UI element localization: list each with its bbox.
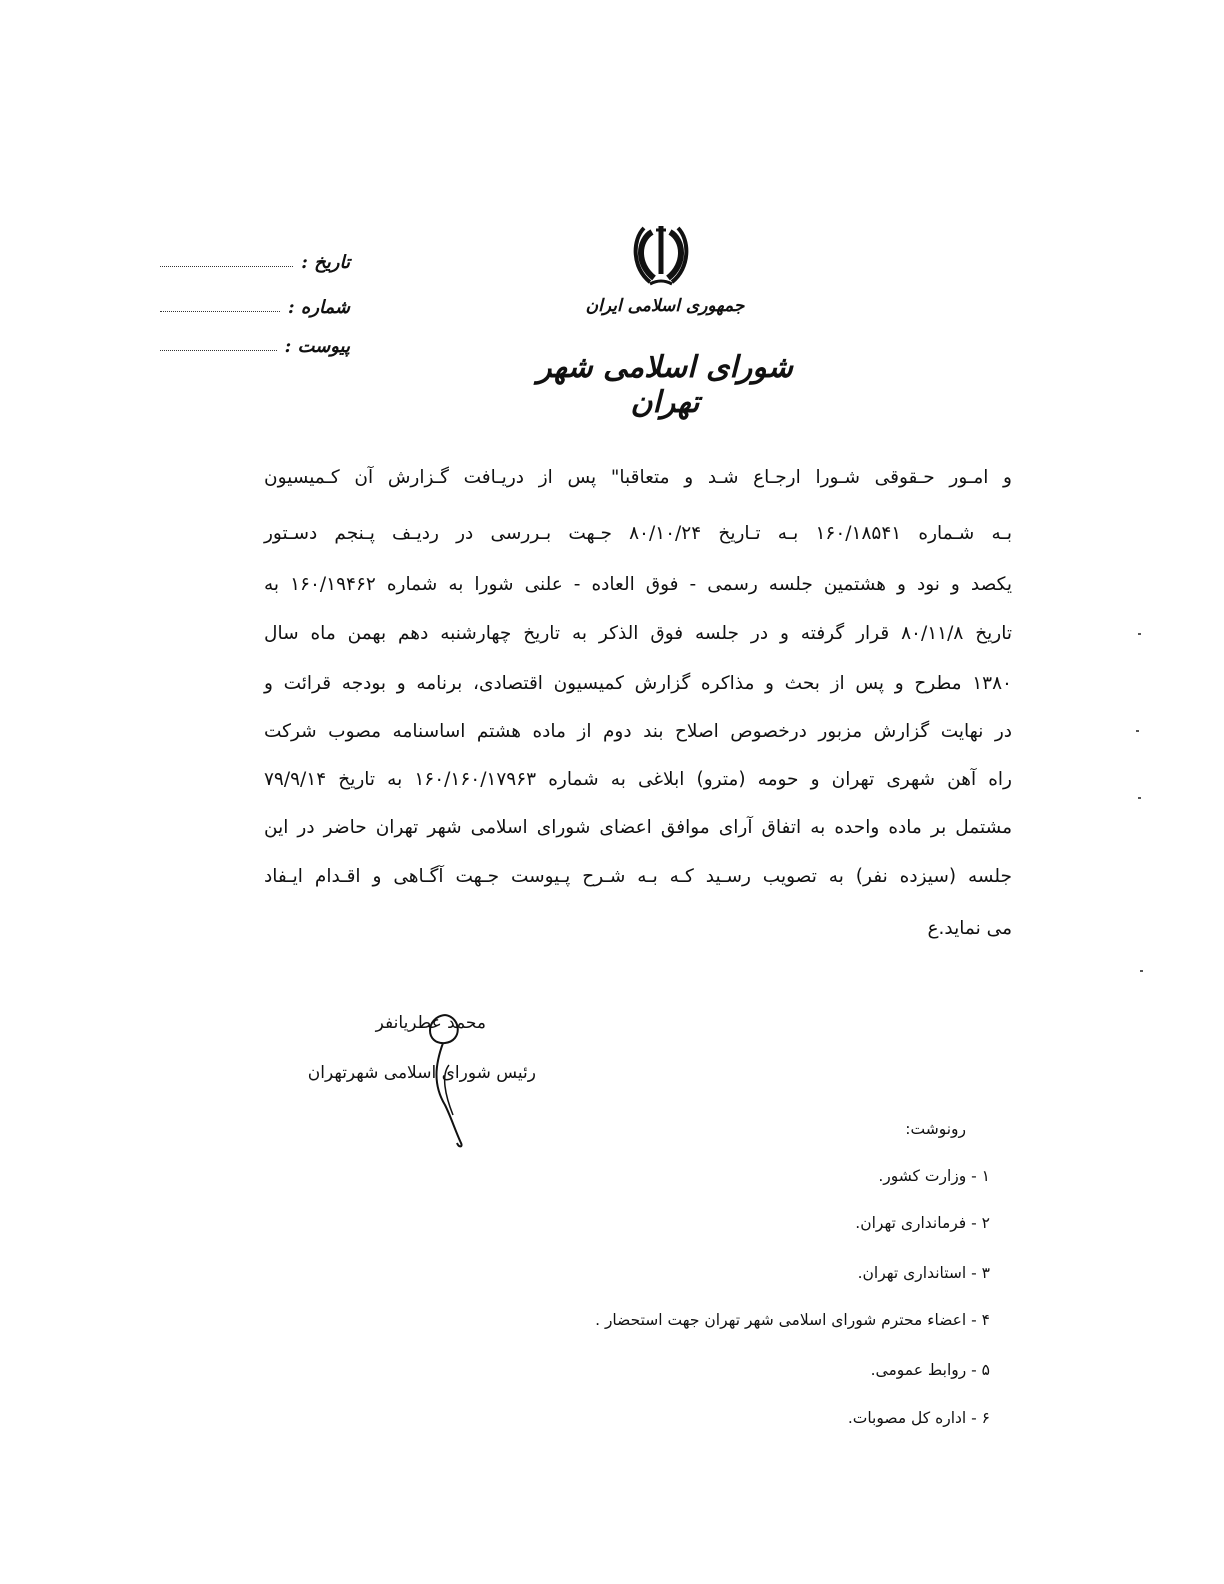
- date-label: تاریخ :: [301, 252, 350, 273]
- attachment-blank: [160, 349, 277, 351]
- body-line: یکصد و نود و هشتمین جلسه رسمی - فوق العاده - علنی شورا به شماره ۱۶۰/۱۹۴۶۲ به: [264, 574, 1012, 595]
- copy-item: ۴ - اعضاء محترم شورای اسلامی شهر تهران جهت استحضار .: [595, 1311, 990, 1329]
- number-label: شماره :: [287, 297, 350, 318]
- scan-speck: [1138, 797, 1141, 799]
- date-blank: [160, 265, 293, 267]
- copy-item: ۳ - استانداری تهران.: [857, 1264, 990, 1282]
- body-line: راه آهن شهری تهران و حومه (مترو) ابلاغی به شماره ۱۶۰/۱۶۰/۱۷۹۶۳ به تاریخ ۷۹/۹/۱۴: [264, 769, 1012, 790]
- body-line: و امـور حـقوقی شـورا ارجـاع شـد و متعاقبا" پس از دریـافت گـزارش آن کـمیسیون: [264, 467, 1012, 488]
- signer-title: رئیس شورای اسلامی شهرتهران: [307, 1063, 536, 1083]
- body-line: ۱۳۸۰ مطرح و پس از بحث و مذاکره گزارش کمیسیون اقتصادی، برنامه و بودجه قرائت و: [264, 673, 1012, 694]
- copy-item: ۶ - اداره کل مصوبات.: [847, 1409, 990, 1427]
- emblem-of-iran-icon: [630, 222, 692, 292]
- number-field: [160, 297, 350, 318]
- attachment-field: [160, 336, 350, 357]
- copy-item: ۵ - روابط عمومی.: [870, 1361, 990, 1379]
- body-line: مشتمل بر ماده واحده به اتفاق آرای موافق اعضای شورای اسلامی شهر تهران حاضر در این: [264, 817, 1012, 838]
- scan-speck: [1140, 970, 1143, 972]
- copies-heading: رونوشت:: [905, 1120, 966, 1138]
- date-field: [160, 252, 350, 273]
- body-line: تاریخ ۸۰/۱۱/۸ قرار گرفته و در جلسه فوق الذکر به تاریخ چهارشنبه دهم بهمن ماه سال: [264, 623, 1012, 644]
- number-blank: [160, 310, 280, 312]
- copy-item: ۱ - وزارت کشور.: [878, 1167, 990, 1185]
- republic-heading: جمهوری اسلامی ایران: [585, 296, 745, 316]
- body-line: در نهایت گزارش مزبور درخصوص اصلاح بند دوم از ماده هشتم اساسنامه مصوب شرکت: [264, 721, 1012, 742]
- attachment-label: پیوست :: [284, 336, 350, 357]
- body-line: جلسه (سیزده نفر) به تصویب رسـید کـه بـه شـرح پـیوست جـهت آگـاهی و اقـدام ایـفاد: [264, 866, 1012, 887]
- body-line: می نماید.ع: [927, 918, 1012, 939]
- council-heading: شورای اسلامی شهر تهران: [537, 350, 793, 420]
- copy-item: ۲ - فرمانداری تهران.: [855, 1214, 990, 1232]
- scan-speck: [1138, 633, 1141, 635]
- body-line: بـه شـماره ۱۶۰/۱۸۵۴۱ بـه تـاریخ ۸۰/۱۰/۲۴ جـهت بـررسی در ردیـف پـنجم دسـتور: [264, 523, 1012, 544]
- signer-name: محمد عطریانفر: [375, 1013, 486, 1033]
- scan-speck: [1136, 730, 1139, 732]
- handwritten-signature-icon: [415, 1005, 485, 1154]
